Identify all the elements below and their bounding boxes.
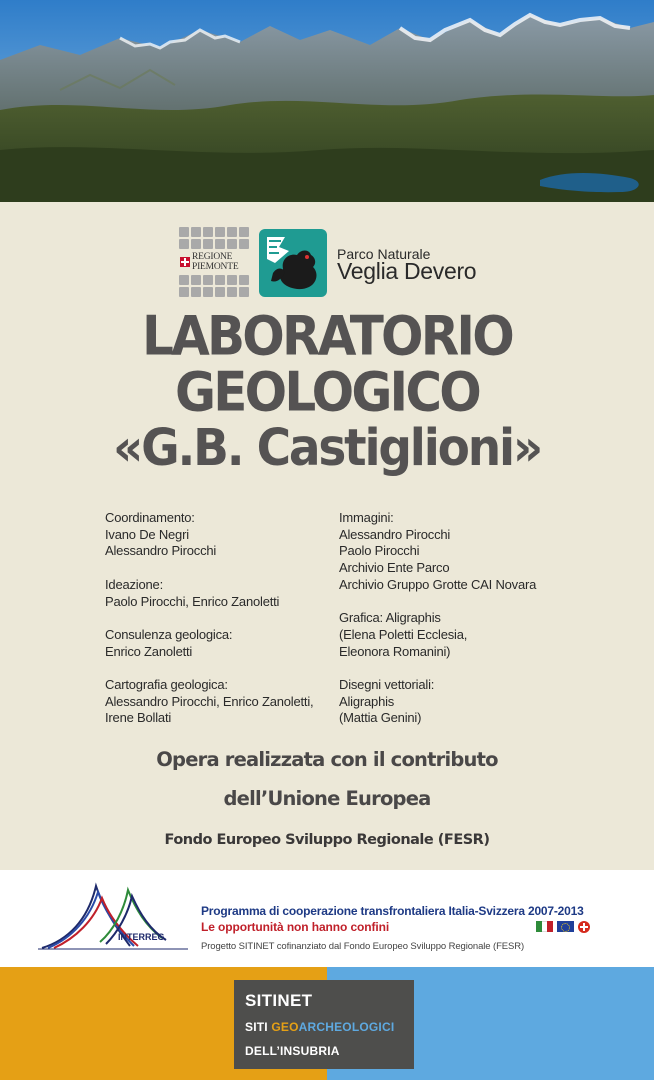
credit-ideazione: Ideazione: Paolo Pirocchi, Enrico Zanoletti xyxy=(105,576,280,609)
parco-naturale-text: Parco Naturale xyxy=(337,246,431,262)
switzerland-flag-icon xyxy=(578,921,590,933)
title-line-2: GEOLOGICO xyxy=(175,360,479,424)
credit-immagini: Immagini: Alessandro Pirocchi Paolo Pirocchi Archivio Ente Parco Archivio Gruppo Grotte CAI Novara xyxy=(339,510,537,592)
contribution-line-2: dell’Unione Europea xyxy=(223,787,431,810)
flags xyxy=(536,921,590,933)
credit-disegni: Disegni vettoriali: Aligraphis (Mattia Genini) xyxy=(339,677,435,726)
piemonte-text: PIEMONTE xyxy=(192,262,239,272)
mountain-photo xyxy=(0,0,654,202)
veglia-devero-text: Veglia Devero xyxy=(337,258,477,284)
programme-text: Programma di cooperazione transfrontaliera Italia-Svizzera 2007-2013 xyxy=(201,904,584,918)
credit-consulenza: Consulenza geologica: Enrico Zanoletti xyxy=(105,626,233,659)
sitinet-subtitle: SITI GEOARCHEOLOGICI xyxy=(245,1020,395,1034)
title-line-1: LABORATORIO xyxy=(142,304,512,368)
sitinet-region: DELL’INSUBRIA xyxy=(245,1044,340,1058)
capercaillie-icon xyxy=(259,229,327,297)
italy-flag-icon xyxy=(536,921,553,932)
eu-flag-icon xyxy=(557,921,574,932)
regione-text: REGIONE xyxy=(192,252,233,262)
regione-piemonte-logo xyxy=(179,227,249,297)
sitinet-name: SITINET xyxy=(245,991,313,1010)
credits-left-column xyxy=(105,510,335,744)
title-line-3: «G.B. Castiglioni» xyxy=(112,418,542,479)
page-title xyxy=(0,304,654,479)
credit-coordinamento: Coordinamento: Ivano De Negri Alessandro Pirocchi xyxy=(105,510,217,559)
credit-cartografia: Cartografia geologica: Alessandro Pirocchi, Enrico Zanoletti, Irene Bollati xyxy=(105,676,314,726)
slogan-text: Le opportunità non hanno confini xyxy=(201,920,390,934)
contribution-line-1: Opera realizzata con il contributo xyxy=(156,748,498,771)
interreg-text: INTERREG xyxy=(118,932,165,942)
credit-grafica: Grafica: Aligraphis (Elena Poletti Ecclesia, Eleonora Romanini) xyxy=(339,610,468,659)
project-text: Progetto SITINET cofinanziato dal Fondo Europeo Sviluppo Regionale (FESR) xyxy=(201,941,525,952)
credits-right-column xyxy=(339,510,599,744)
piemonte-cross-icon xyxy=(180,257,190,267)
fund-text: Fondo Europeo Sviluppo Regionale (FESR) xyxy=(164,832,490,848)
